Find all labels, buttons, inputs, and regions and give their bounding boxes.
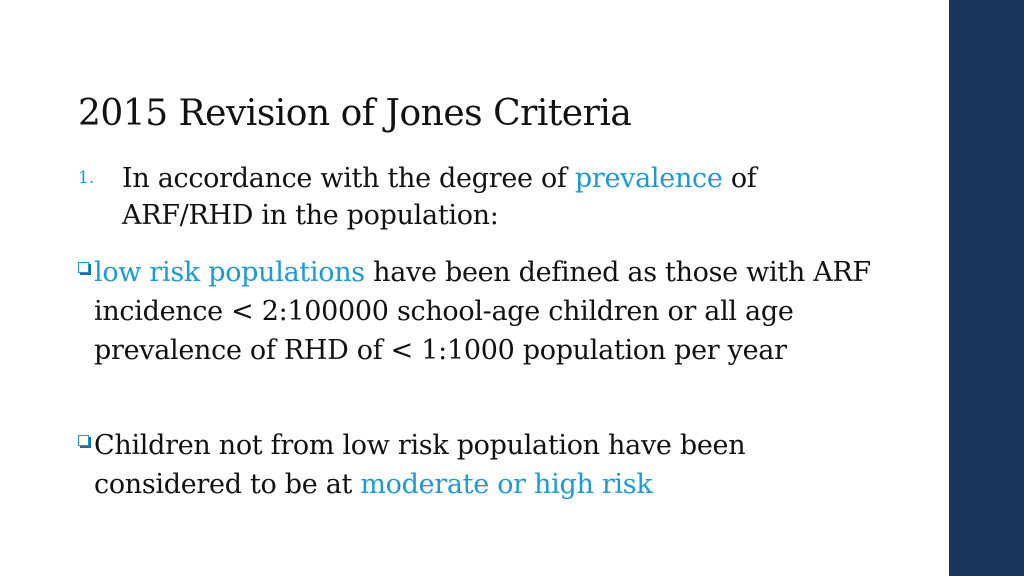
bullet-text [94,253,898,370]
list-number: 1. [78,168,95,188]
checkbox-square-icon [78,262,89,273]
slide-title: 2015 Revision of Jones Criteria [78,93,632,134]
side-accent-bar [949,0,1024,576]
numbered-item-text-after: of ARF/RHD in the population: [122,163,757,231]
numbered-list-item [78,160,878,234]
bullet-body-text: Children not from low risk population have been considered to be at [94,430,746,500]
bullet-body-text: have been defined as those with ARF incidence < 2:100000 school-age children or all age prevalence of RHD of < 1:1000 population per year [94,257,871,366]
numbered-item-text [122,160,878,234]
low-risk-highlight: low risk populations [94,257,365,288]
bullet-text [94,426,898,504]
bullet-item-low-risk [78,253,898,370]
checkbox-square-icon [78,435,89,446]
moderate-high-risk-highlight: moderate or high risk [360,469,653,500]
prevalence-highlight: prevalence [574,163,723,194]
numbered-item-text-before: In accordance with the degree of [122,163,567,194]
bullet-item-moderate-risk [78,426,898,504]
